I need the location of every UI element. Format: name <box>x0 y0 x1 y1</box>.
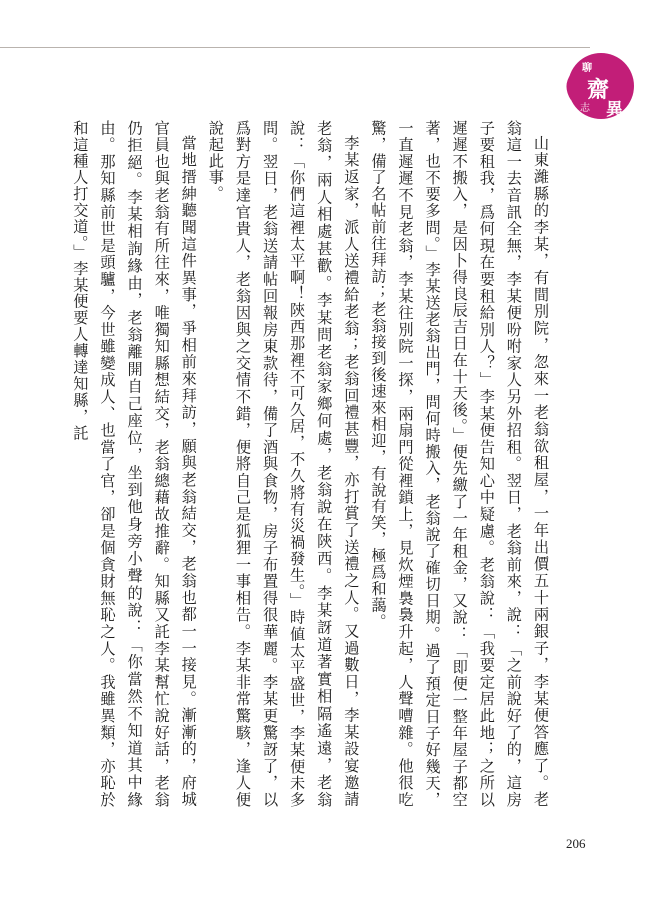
body-paragraph: 李某返家，派人送禮給老翁；老翁回禮甚豐，亦打賞了送禮之人。又過數日，李某設宴邀請老翁，兩人相處甚歡。李某問老翁家鄉何處，老翁說在陝西。李某訝道著實相隔遙遠，老翁說：「你們這裡太平啊！陝西那裡不可久居，不久將有災禍發生。」時値太平盛世，李某便未多問。翌日，老翁送請帖回報房東款待，備了酒與食物，房子布置得很華麗。李某更驚訝了，以爲對方是達官貴人，老翁因與之交情不錯，便將自己是狐狸一事相告。李某非常驚駭，逢人便說起此事。 <box>206 120 361 808</box>
logo-char: 齋 <box>587 77 610 103</box>
logo-char: 志 <box>580 103 590 114</box>
logo-char: 聊 <box>582 63 592 74</box>
liaozhai-logo <box>560 45 642 127</box>
body-paragraph: 山東濰縣的李某，有間別院，忽來一老翁欲租屋，一年出價五十兩銀子，李某便答應了。老翁這一去音訊全無，李某便吩咐家人另外招租。翌日，老翁前來，說：「之前說好了的，這房子要租我，爲何現在要租給別人？」李某便告知心中疑慮。老翁說：「我要定居此地；之所以遲遲不搬入，是因卜得良辰吉日在十天後。」便先繳了一年租金，又說：「即便一整年屋子都空著，也不要多問。」李某送老翁出門，問何時搬入，老翁說了確切日期。過了預定日子好幾天，一直遲遲不見老翁，李某往別院一探，兩扇門從裡鎖上，見炊煙裊裊升起，人聲嘈雜。他很吃驚，備了名帖前往拜訪；老翁接到後速來相迎，有說有笑，極爲和藹。 <box>369 120 550 808</box>
page-number: 206 <box>566 836 586 851</box>
vertical-body-text <box>71 120 554 808</box>
body-paragraph: 當地搢紳聽聞這件異事，爭相前來拜訪，願與老翁結交，老翁也都一一接見。漸漸的，府城官員也與老翁有所往來，唯獨知縣想結交，老翁總藉故推辭。知縣又託李某幫忙說好話，老翁仍拒絕。李某相詢緣由，老翁離開自己座位，坐到他身旁小聲的說：「你當然不知道其中緣由。那知縣前世是頭驢，今世雖變成人、也當了官，卻是個貪財無恥之人。我雖異類，亦恥於和這種人打交道。」李某便要人轉達知縣，託 <box>71 120 198 808</box>
logo-char: 異 <box>606 100 623 120</box>
header-rule <box>0 47 590 48</box>
